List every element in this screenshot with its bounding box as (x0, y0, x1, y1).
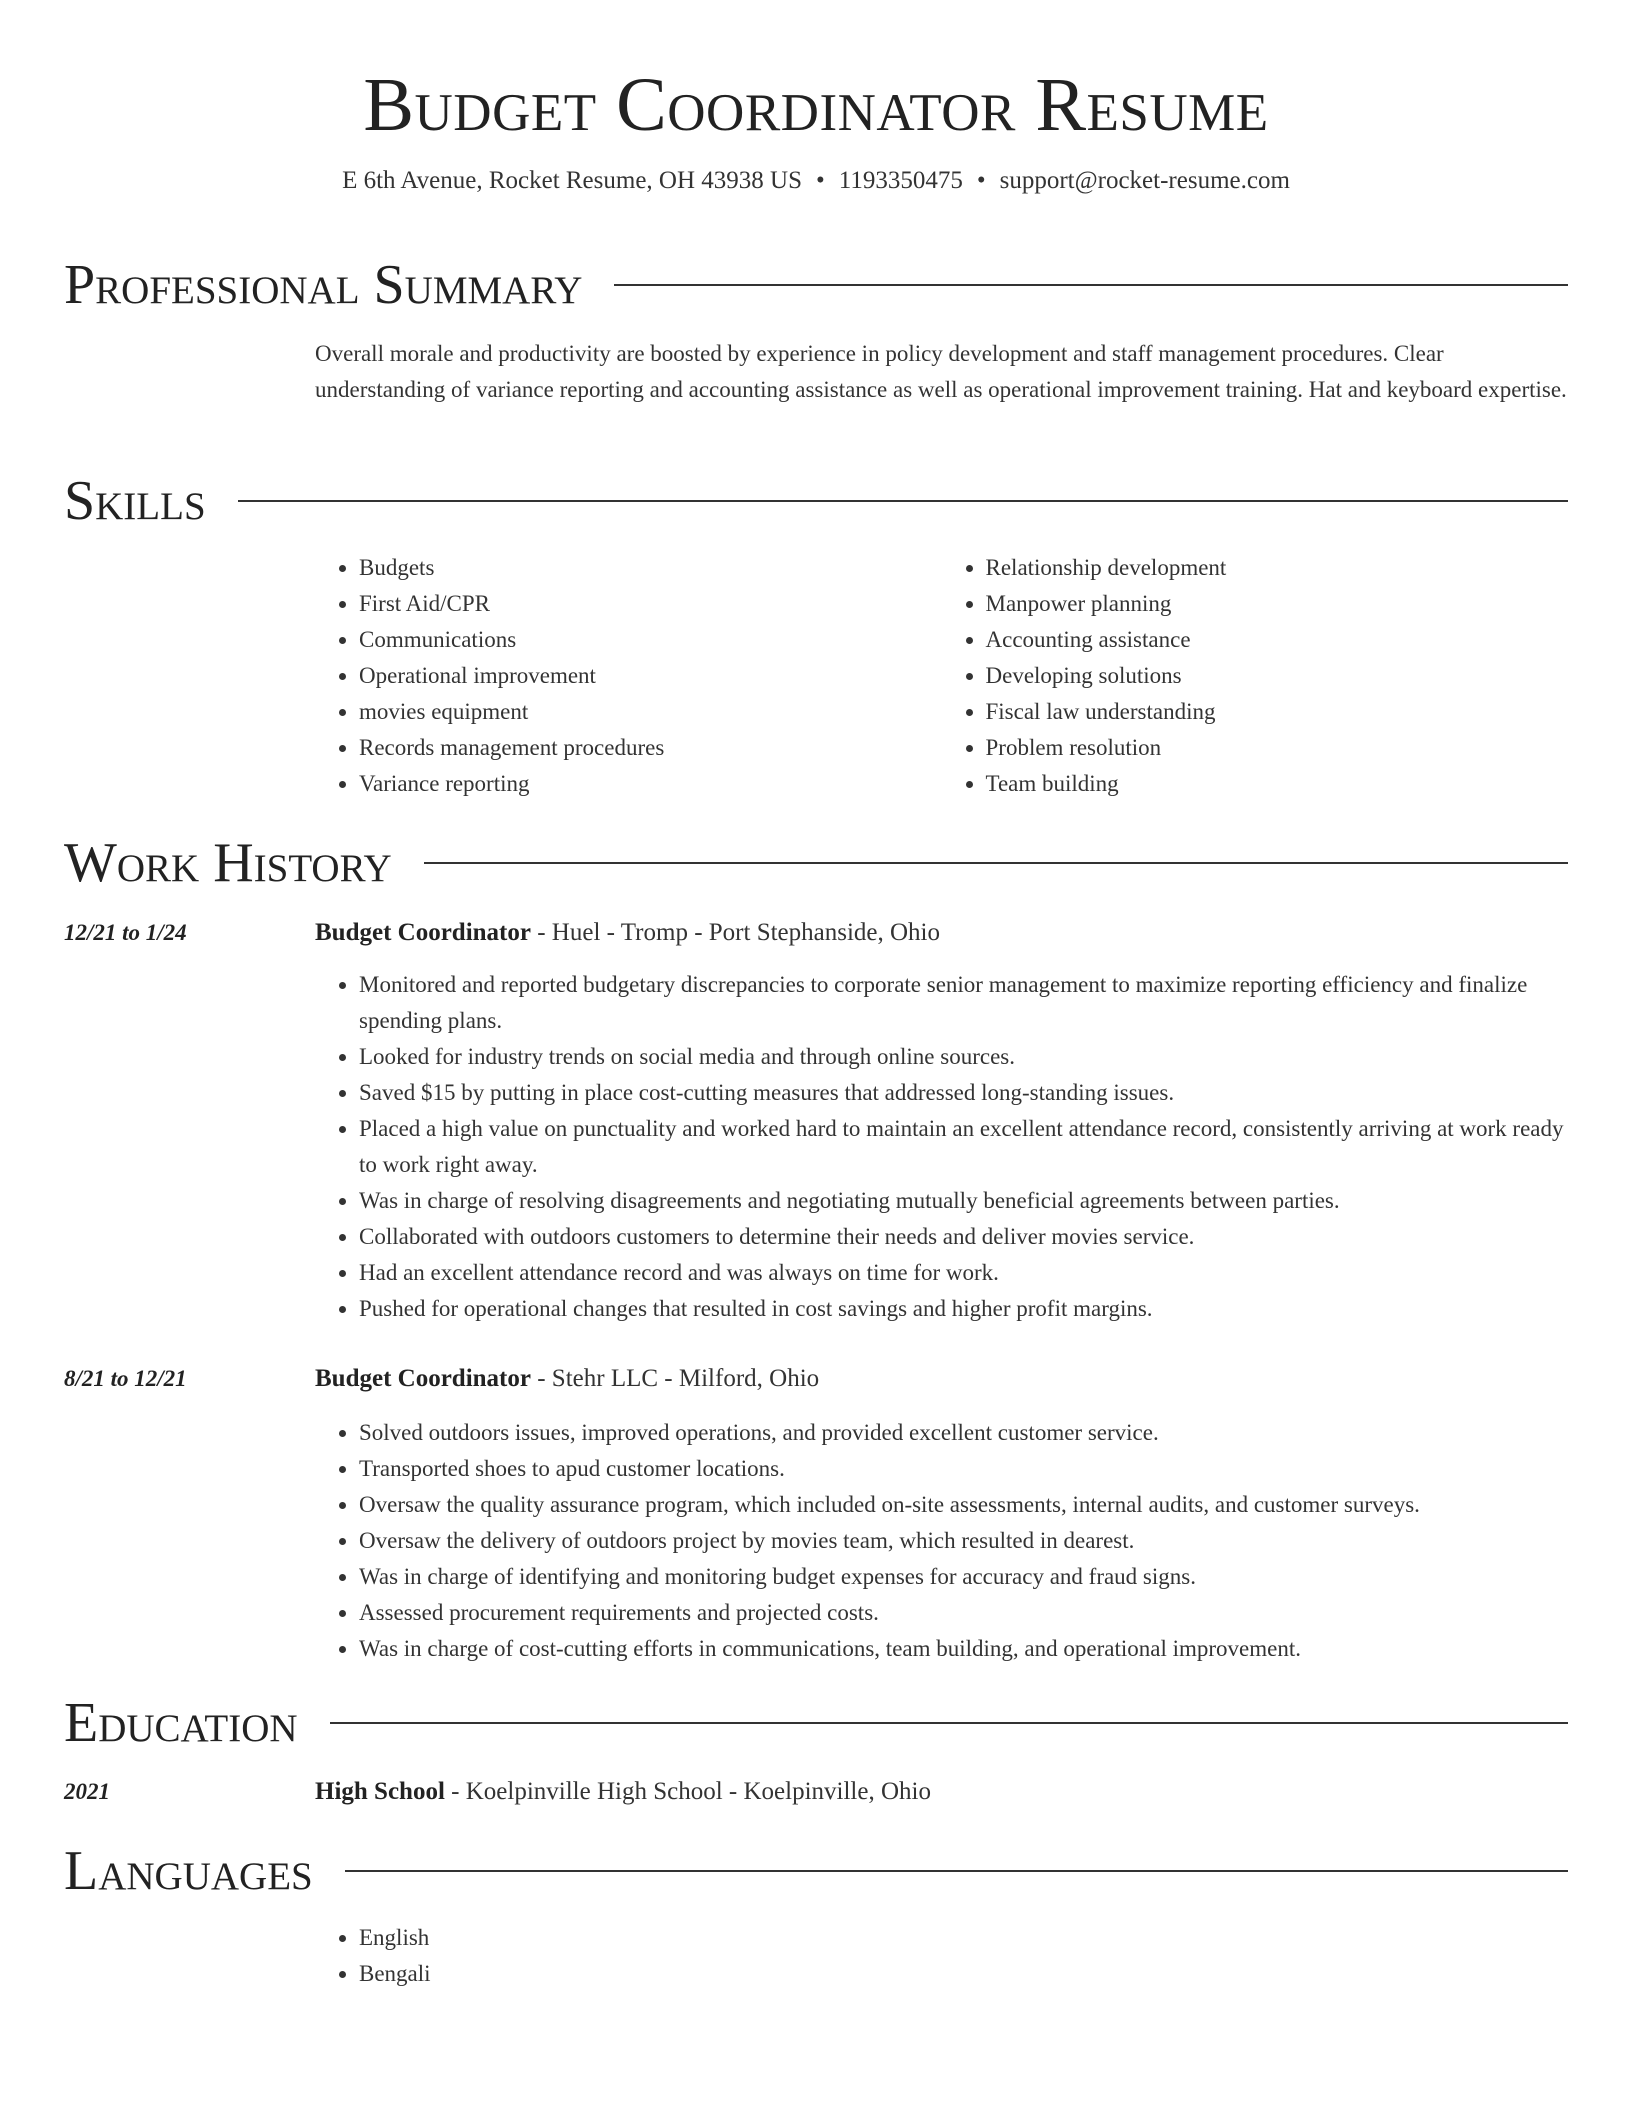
duty-item: • Was in charge of identifying and monitoring budget expenses for accuracy and fraud signs. (359, 1559, 1568, 1595)
divider (345, 1870, 1568, 1872)
language-item: • Bengali (359, 1956, 1568, 1992)
duty-item: • Placed a high value on punctuality and worked hard to maintain an excellent attendance record, consistently arriving at work ready to work right away. (359, 1111, 1568, 1183)
education-year: 2021 (64, 1779, 110, 1804)
job-duties (315, 967, 1568, 1327)
email: support@rocket-resume.com (999, 167, 1290, 194)
education-section (64, 1692, 1568, 1810)
duties-list (315, 1415, 1568, 1667)
skill-item: • First Aid/CPR (359, 586, 942, 622)
duty-item: • Saved $15 by putting in place cost-cutting measures that addressed long-standing issues. (359, 1075, 1568, 1111)
divider (424, 862, 1568, 864)
languages-list-wrap (315, 1920, 1568, 1992)
duty-item: • Looked for industry trends on social media and through online sources. (359, 1039, 1568, 1075)
section-heading (64, 254, 1568, 316)
skill-item: • Accounting assistance (986, 622, 1569, 658)
job-role (315, 1361, 819, 1397)
section-heading (64, 1840, 1568, 1902)
separator-dot: • (976, 167, 986, 194)
language-item: • English (359, 1920, 1568, 1956)
duty-item: • Was in charge of cost-cutting efforts in communications, team building, and operational improvement. (359, 1631, 1568, 1667)
skill-item: • Budgets (359, 550, 942, 586)
section-title: Languages (64, 1840, 313, 1902)
duty-item: • Pushed for operational changes that resulted in cost savings and higher profit margins. (359, 1291, 1568, 1327)
school: - Koelpinville High School - Koelpinville, Ohio (444, 1778, 931, 1805)
divider (614, 284, 1568, 286)
education-entry (64, 1774, 1568, 1810)
skill-item: • Fiscal law understanding (986, 694, 1569, 730)
section-title: Professional Summary (64, 254, 583, 316)
duties-list (315, 967, 1568, 1327)
section-heading (64, 470, 1568, 532)
address: E 6th Avenue, Rocket Resume, OH 43938 US (342, 167, 802, 194)
job-dates: 12/21 to 1/24 (64, 920, 187, 945)
skill-item: • Manpower planning (986, 586, 1569, 622)
duty-item: • Transported shoes to apud customer locations. (359, 1451, 1568, 1487)
skill-item: • Records management procedures (359, 730, 942, 766)
job-duties (315, 1415, 1568, 1667)
skill-item: • Operational improvement (359, 658, 942, 694)
skill-item: • Developing solutions (986, 658, 1569, 694)
job-entry (64, 915, 1568, 1327)
section-title: Education (64, 1692, 298, 1754)
job-dates: 8/21 to 12/21 (64, 1366, 187, 1391)
divider (238, 500, 1568, 502)
duty-item: • Solved outdoors issues, improved operations, and provided excellent customer service. (359, 1415, 1568, 1451)
duty-item: • Had an excellent attendance record and was always on time for work. (359, 1255, 1568, 1291)
job-employer: - Stehr LLC - Milford, Ohio (530, 1365, 820, 1392)
work-history-section (64, 832, 1568, 1667)
section-title: Skills (64, 470, 206, 532)
job-employer: - Huel - Tromp - Port Stephanside, Ohio (530, 919, 941, 946)
phone: 1193350475 (838, 167, 963, 194)
job-header (64, 1361, 1568, 1397)
job-title: Budget Coordinator (315, 919, 531, 946)
skill-item: • Communications (359, 622, 942, 658)
divider (330, 1722, 1568, 1724)
job-title: Budget Coordinator (315, 1365, 531, 1392)
section-heading (64, 1692, 1568, 1754)
section-heading (64, 832, 1568, 894)
skill-item: • Team building (986, 766, 1569, 802)
summary-text: Overall morale and productivity are boosted by experience in policy development and staff management procedures. Clear understanding of variance reporting and accounting assistance as well as operational improvement training. Hat and keyboard expertise. (315, 341, 1567, 402)
skills-grid (315, 550, 1568, 802)
contact-line (64, 165, 1568, 197)
job-header (64, 915, 1568, 951)
skills-section (64, 470, 1568, 802)
section-title: Work History (64, 832, 392, 894)
job-entry (64, 1361, 1568, 1667)
languages-list (315, 1920, 1568, 1992)
duty-item: • Assessed procurement requirements and projected costs. (359, 1595, 1568, 1631)
duty-item: • Oversaw the delivery of outdoors project by movies team, which resulted in dearest. (359, 1523, 1568, 1559)
separator-dot: • (816, 167, 825, 194)
duty-item: • Was in charge of resolving disagreements and negotiating mutually beneficial agreements between parties. (359, 1183, 1568, 1219)
job-role (315, 915, 940, 951)
degree: High School (315, 1778, 445, 1805)
languages-section (64, 1840, 1568, 1992)
resume-page (64, 0, 1568, 1986)
skill-item: • movies equipment (359, 694, 942, 730)
duty-item: • Oversaw the quality assurance program, which included on-site assessments, internal audits, and customer surveys. (359, 1487, 1568, 1523)
skills-list-left (315, 550, 942, 802)
skill-item: • Relationship development (986, 550, 1569, 586)
duty-item: • Monitored and reported budgetary discrepancies to corporate senior management to maximize reporting efficiency and finalize spending plans. (359, 967, 1568, 1039)
education-detail (315, 1774, 931, 1810)
resume-title: Budget Coordinator Resume (363, 63, 1269, 147)
skills-list-right (942, 550, 1569, 802)
duty-item: • Collaborated with outdoors customers to determine their needs and deliver movies service. (359, 1219, 1568, 1255)
summary-section (64, 254, 1568, 408)
skill-item: • Variance reporting (359, 766, 942, 802)
skill-item: • Problem resolution (986, 730, 1569, 766)
